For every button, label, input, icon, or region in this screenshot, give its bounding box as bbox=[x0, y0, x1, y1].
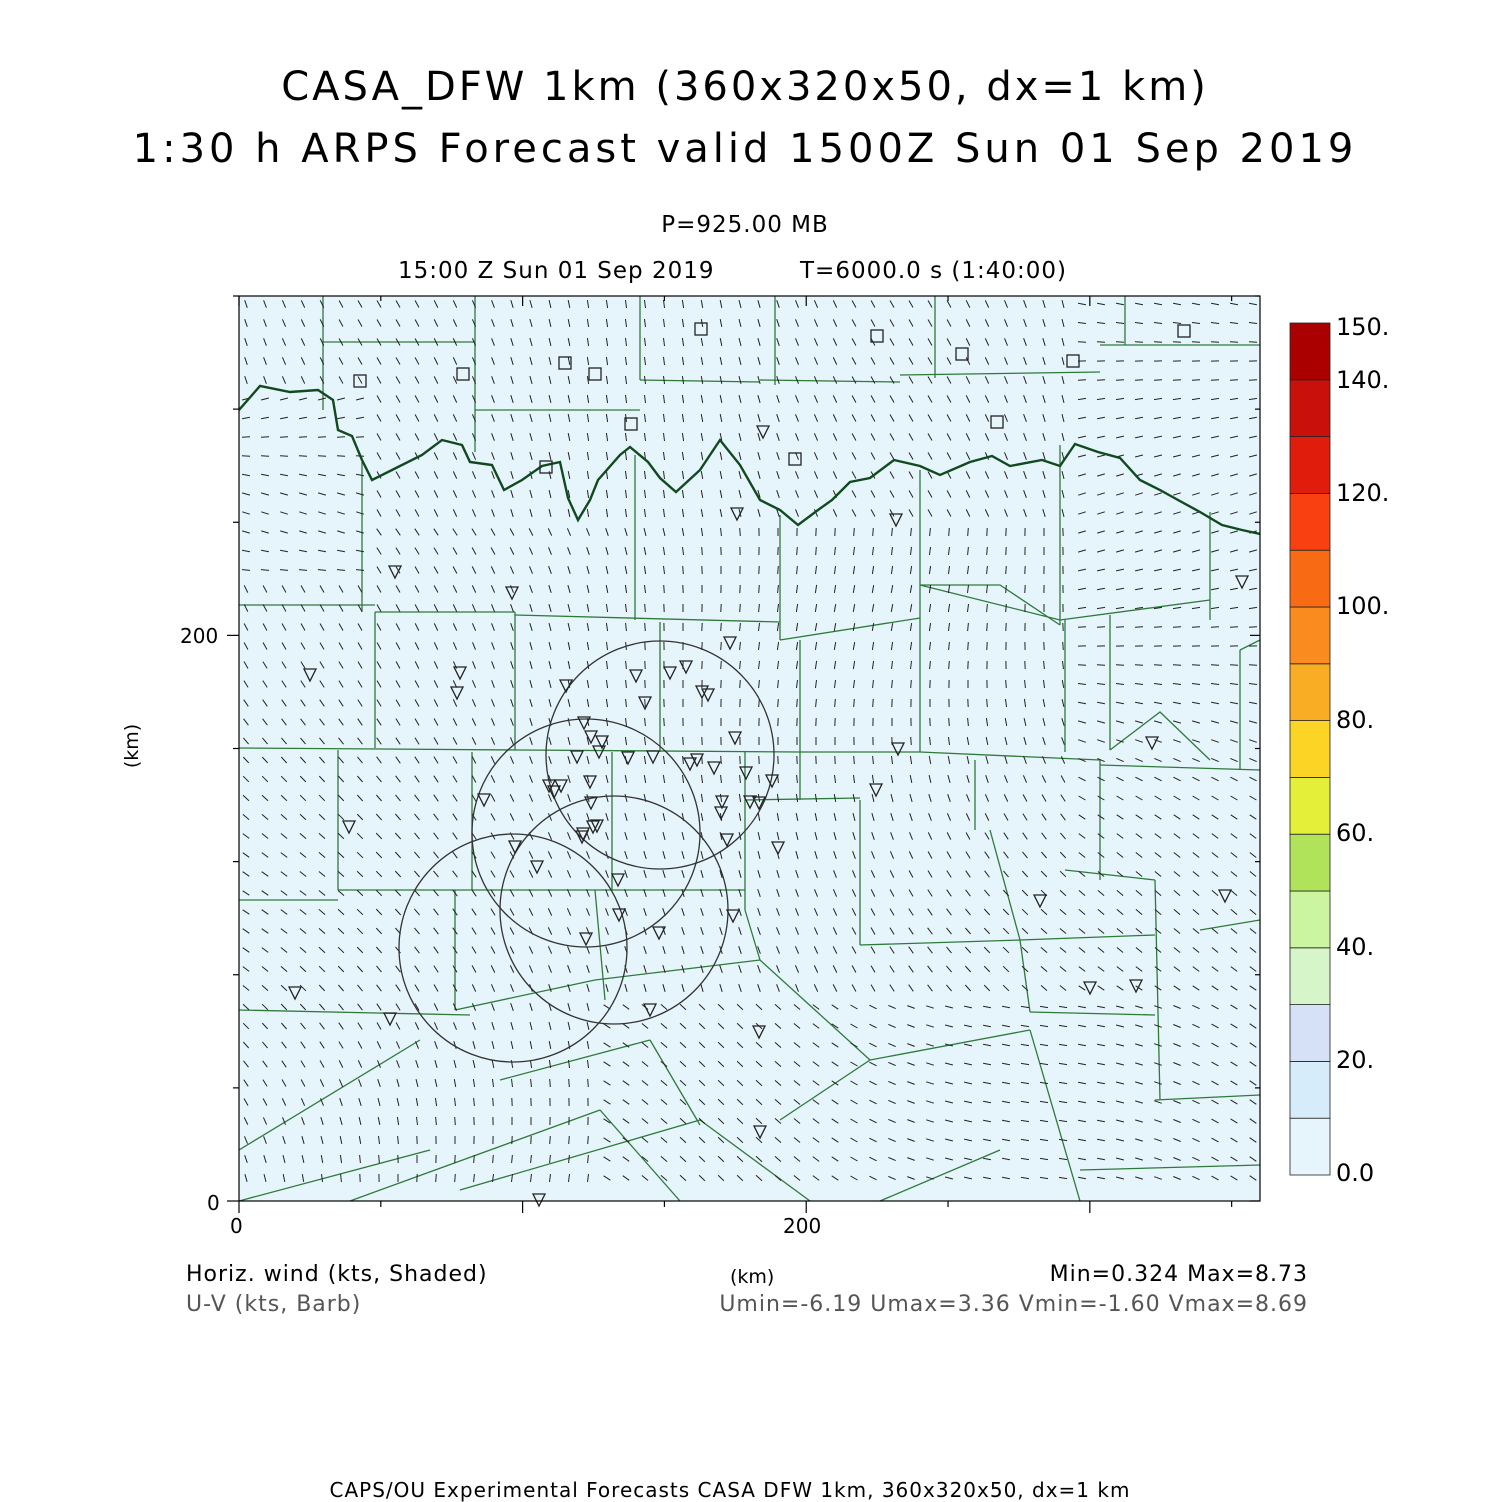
colorbar-segment-11 bbox=[1290, 493, 1330, 550]
forecast-seconds: T=6000.0 s (1:40:00) bbox=[800, 258, 1067, 284]
wind-barb-741 bbox=[987, 547, 988, 555]
wind-barb-1225 bbox=[949, 718, 950, 726]
wind-barb-436 bbox=[318, 456, 326, 457]
wind-barb-1155 bbox=[645, 699, 646, 707]
wind-barb-1167 bbox=[873, 699, 874, 707]
wind-barb-2281 bbox=[493, 1098, 494, 1106]
colorbar-label-120: 120. bbox=[1336, 479, 1389, 507]
wind-barb-726 bbox=[702, 547, 703, 555]
wind-barb-1015 bbox=[1063, 642, 1064, 650]
wind-barb-962 bbox=[1078, 627, 1086, 628]
legend-field-barb: U-V (kts, Barb) bbox=[186, 1292, 361, 1317]
legend-field-shaded: Horiz. wind (kts, Shaded) bbox=[186, 1262, 488, 1287]
wind-barb-434 bbox=[280, 456, 288, 457]
wind-barb-674 bbox=[740, 528, 741, 536]
wind-barb-435 bbox=[299, 456, 307, 457]
wind-barb-2437 bbox=[379, 1155, 380, 1163]
colorbar-segment-12 bbox=[1290, 437, 1330, 494]
wind-barb-1277 bbox=[911, 737, 912, 745]
colorbar-segment-4 bbox=[1290, 891, 1330, 948]
wind-barb-268 bbox=[1230, 380, 1238, 381]
wind-barb-904 bbox=[1006, 604, 1007, 612]
wind-barb-731 bbox=[797, 547, 798, 555]
wind-barb-939 bbox=[645, 623, 646, 631]
wind-barb-685 bbox=[949, 528, 950, 536]
wind-barb-265 bbox=[1173, 380, 1181, 381]
wind-barb-263 bbox=[1135, 380, 1143, 381]
wind-barb-1321 bbox=[721, 756, 722, 764]
wind-barb-260 bbox=[1078, 380, 1086, 381]
wind-barb-968 bbox=[1192, 627, 1200, 628]
wind-barb-686 bbox=[968, 528, 969, 536]
y-tick-200: 200 bbox=[180, 624, 218, 648]
wind-barb-433 bbox=[261, 456, 269, 457]
colorbar-segment-14 bbox=[1290, 323, 1330, 380]
wind-barb-1173 bbox=[987, 699, 988, 707]
wind-barb-2333 bbox=[455, 1117, 456, 1125]
wind-barb-885 bbox=[645, 604, 646, 612]
wind-barb-264 bbox=[1154, 380, 1162, 381]
wind-barb-967 bbox=[1173, 627, 1181, 628]
wind-barb-1051 bbox=[721, 661, 722, 669]
legend-minmax: Min=0.324 Max=8.73 bbox=[1050, 1262, 1308, 1287]
colorbar-segment-13 bbox=[1290, 380, 1330, 437]
wind-barb-2442 bbox=[474, 1155, 475, 1163]
wind-barb-262 bbox=[1116, 380, 1124, 381]
wind-barb-2495 bbox=[455, 1174, 456, 1182]
colorbar-segment-6 bbox=[1290, 777, 1330, 834]
colorbar-label-150: 150. bbox=[1336, 313, 1389, 341]
wind-barb-890 bbox=[740, 604, 741, 612]
pressure-level: P=925.00 MB bbox=[0, 212, 1490, 238]
wind-barb-837 bbox=[759, 585, 760, 593]
x-tick-0: 0 bbox=[230, 1214, 243, 1238]
wind-barb-432 bbox=[242, 456, 250, 457]
wind-barb-1162 bbox=[778, 699, 779, 707]
wind-barb-266 bbox=[1192, 380, 1200, 381]
wind-barb-963 bbox=[1097, 627, 1105, 628]
colorbar-label-100: 100. bbox=[1336, 592, 1389, 620]
wind-barb-1010 bbox=[968, 642, 969, 650]
wind-barb-2392 bbox=[550, 1136, 551, 1144]
wind-barb-850 bbox=[1006, 585, 1007, 593]
wind-barb-997 bbox=[721, 642, 722, 650]
colorbar-label-0: 0.0 bbox=[1336, 1159, 1374, 1187]
wind-barb-437 bbox=[337, 456, 345, 457]
wind-barb-784 bbox=[778, 566, 779, 574]
bottom-caption: CAPS/OU Experimental Forecasts CASA DFW 1km, 360x320x50, dx=1 km bbox=[0, 1478, 1460, 1502]
wind-barb-269 bbox=[1249, 380, 1257, 381]
x-tick-200: 200 bbox=[783, 1214, 821, 1238]
colorbar-label-40: 40. bbox=[1336, 933, 1374, 961]
wind-barb-2232 bbox=[588, 1079, 589, 1087]
colorbar-label-20: 20. bbox=[1336, 1046, 1374, 1074]
wind-barb-1265 bbox=[683, 737, 684, 745]
colorbar-segment-9 bbox=[1290, 607, 1330, 664]
wind-barb-1328 bbox=[854, 756, 855, 764]
wind-barb-943 bbox=[721, 623, 722, 631]
wind-barb-832 bbox=[664, 585, 665, 593]
wind-barb-2231 bbox=[569, 1079, 570, 1087]
wind-barb-2393 bbox=[569, 1136, 570, 1144]
wind-barb-969 bbox=[1211, 627, 1219, 628]
y-tick-0: 0 bbox=[207, 1191, 220, 1215]
wind-barb-965 bbox=[1135, 627, 1143, 628]
x-axis-label: (km) bbox=[730, 1266, 774, 1288]
wind-barb-2230 bbox=[550, 1079, 551, 1087]
wind-barb-1166 bbox=[854, 699, 855, 707]
wind-barb-1063 bbox=[949, 661, 950, 669]
colorbar bbox=[1290, 323, 1330, 1175]
wind-barb-1210 bbox=[664, 718, 665, 726]
wind-barb-966 bbox=[1154, 627, 1162, 628]
colorbar-segment-7 bbox=[1290, 721, 1330, 778]
colorbar-label-80: 80. bbox=[1336, 706, 1374, 734]
wind-barb-2494 bbox=[436, 1174, 437, 1182]
colorbar-label-60: 60. bbox=[1336, 819, 1374, 847]
wind-barb-964 bbox=[1116, 627, 1124, 628]
wind-barb-680 bbox=[854, 528, 855, 536]
colorbar-segment-3 bbox=[1290, 948, 1330, 1005]
wind-barb-1165 bbox=[835, 699, 836, 707]
colorbar-segment-1 bbox=[1290, 1061, 1330, 1118]
wind-barb-1161 bbox=[759, 699, 760, 707]
wind-barb-267 bbox=[1211, 380, 1219, 381]
legend-uv-range: Umin=-6.19 Umax=3.36 Vmin=-1.60 Vmax=8.69 bbox=[719, 1292, 1308, 1317]
wind-barb-1106 bbox=[740, 680, 741, 688]
colorbar-segment-8 bbox=[1290, 664, 1330, 721]
wind-barb-1115 bbox=[911, 680, 912, 688]
wind-barb-261 bbox=[1097, 380, 1105, 381]
colorbar-segment-10 bbox=[1290, 550, 1330, 607]
wind-barb-2394 bbox=[588, 1136, 589, 1144]
wind-barb-2443 bbox=[493, 1155, 494, 1163]
title-line-2: 1:30 h ARPS Forecast valid 1500Z Sun 01 Sep 2019 bbox=[0, 126, 1490, 172]
wind-barb-779 bbox=[683, 566, 684, 574]
wind-barb-1163 bbox=[797, 699, 798, 707]
wind-barb-681 bbox=[873, 528, 874, 536]
colorbar-segment-0 bbox=[1290, 1118, 1330, 1175]
title-line-1: CASA_DFW 1km (360x320x50, dx=1 km) bbox=[0, 64, 1490, 110]
wind-barb-796 bbox=[1006, 566, 1007, 574]
colorbar-segment-5 bbox=[1290, 834, 1330, 891]
wind-barb-970 bbox=[1230, 627, 1238, 628]
colorbar-label-140: 140. bbox=[1336, 366, 1389, 394]
valid-time: 15:00 Z Sun 01 Sep 2019 bbox=[398, 258, 715, 284]
wind-barb-1120 bbox=[1006, 680, 1007, 688]
wind-barb-971 bbox=[1249, 627, 1257, 628]
colorbar-segment-2 bbox=[1290, 1005, 1330, 1062]
y-axis-label: (km) bbox=[121, 724, 143, 768]
wind-barb-732 bbox=[816, 547, 817, 555]
wind-barb-957 bbox=[987, 623, 988, 631]
